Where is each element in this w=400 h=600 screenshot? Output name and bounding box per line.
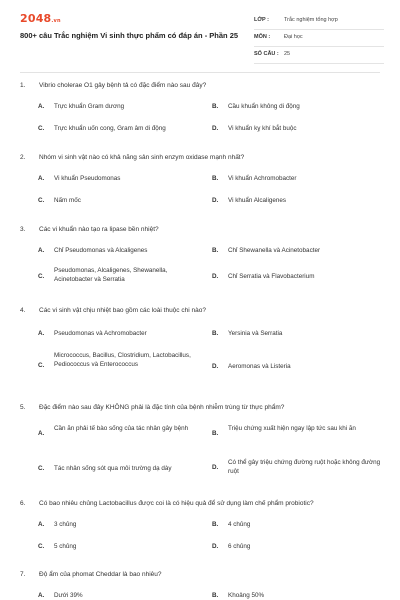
option-letter: A. [38,430,45,437]
question-2 [20,152,385,212]
page-title: 800+ câu Trắc nghiệm Vi sinh thực phẩm có đáp án - Phần 25 [20,31,239,40]
option-text: Dưới 39% [54,592,83,599]
question-header [20,402,385,414]
option-text: 6 chủng [228,543,251,550]
option-text: Aeromonas và Listeria [228,363,291,370]
question-number: 7. [20,571,26,578]
option-a[interactable] [38,329,208,339]
option-d[interactable] [212,362,382,372]
option-b[interactable] [212,174,382,184]
option-d[interactable] [212,124,382,134]
question-header [20,498,385,510]
option-letter: B. [212,330,219,337]
option-letter: D. [212,125,219,132]
option-letter: A. [38,247,45,254]
option-c[interactable] [38,266,208,286]
question-6 [20,498,385,558]
option-letter: A. [38,330,45,337]
option-a[interactable] [38,591,208,600]
question-header [20,80,385,92]
option-d[interactable] [212,542,382,552]
option-text: Vi khuẩn Alcaligenes [228,197,286,204]
option-letter: D. [212,543,219,550]
question-text: Các vi khuẩn nào tạo ra lipase bền nhiệt? [39,226,159,233]
option-text: Micrococcus, Bacillus, Clostridium, Lactobacillus, Pediococcus và Enterococcus [54,352,191,368]
option-letter: D. [212,363,219,370]
option-text: 4 chủng [228,521,251,528]
option-text: Triệu chứng xuất hiện ngay lập tức sau khi ăn [228,425,356,432]
question-text: Đặc điểm nào sau đây KHÔNG phải là đặc tính của bệnh nhiễm trùng từ thực phẩm? [39,404,285,411]
meta-label: LỚP : [254,17,269,23]
page-header [0,0,400,68]
option-c[interactable] [38,196,208,206]
question-text: Nhóm vi sinh vật nào có khả năng sản sinh enzym oxidase mạnh nhất? [39,154,245,161]
option-c[interactable] [38,542,208,552]
option-text: Vi khuẩn Pseudomonas [54,175,121,182]
option-letter: A. [38,103,45,110]
question-text: Có bao nhiêu chủng Lactobacillus được coi là có hiệu quả để sử dụng làm chế phẩm probiotic? [39,500,314,507]
option-letter: A. [38,521,45,528]
quiz-meta [254,13,384,64]
option-b[interactable] [212,329,382,339]
option-text: 5 chủng [54,543,77,550]
option-text: 3 chủng [54,521,77,528]
option-text: Khoảng 50% [228,592,265,599]
option-b[interactable] [212,102,382,112]
option-c[interactable] [38,351,208,381]
site-logo[interactable] [20,12,61,25]
option-letter: C. [38,543,45,550]
option-b[interactable] [212,424,382,444]
option-letter: C. [38,197,45,204]
logo-brand: 2048 [20,12,52,25]
option-letter: B. [212,430,219,437]
question-header [20,152,385,164]
option-letter: D. [212,464,219,471]
meta-row-count [254,47,384,64]
question-number: 3. [20,226,26,233]
meta-value: 25 [284,51,291,57]
option-letter: D. [212,197,219,204]
meta-row-class [254,13,384,30]
meta-label: SỐ CÂU : [254,51,279,57]
option-letter: B. [212,247,219,254]
option-text: Cần ăn phải tế bào sống của tác nhân gây bệnh [54,425,189,432]
option-letter: D. [212,273,219,280]
option-d[interactable] [212,272,382,282]
option-a[interactable] [38,424,208,444]
option-d[interactable] [212,458,382,478]
option-text: Pseudomonas, Alcaligenes, Shewanella, Acinetobacter và Serratia [54,267,168,283]
option-text: Có thể gây triệu chứng đường ruột hoặc không đường ruột [228,459,381,475]
option-b[interactable] [212,246,382,256]
option-letter: A. [38,592,45,599]
option-text: Vi khuẩn kỵ khí bắt buộc [228,125,297,132]
option-text: Trực khuẩn uốn cong, Gram âm di động [54,125,166,132]
option-text: Yersinia và Serratia [228,330,283,337]
option-c[interactable] [38,124,208,134]
meta-value[interactable]: Trắc nghiệm tổng hợp [284,17,338,23]
option-c[interactable] [38,464,208,474]
option-text: Cầu khuẩn không di động [228,103,300,110]
question-header [20,224,385,236]
option-a[interactable] [38,174,208,184]
question-4 [20,305,385,389]
question-7 [20,569,385,600]
option-b[interactable] [212,520,382,530]
option-text: Tác nhân sống sót qua môi trường dạ dày [54,465,172,472]
question-text: Các vi sinh vật chịu nhiệt bao gồm các loài thuộc chi nào? [39,307,206,314]
header-divider [20,72,380,73]
option-text: Chỉ Serratia và Flavobacterium [228,273,315,280]
meta-label: MÔN : [254,34,271,40]
option-letter: C. [38,125,45,132]
option-letter: A. [38,175,45,182]
option-a[interactable] [38,520,208,530]
logo-suffix: .vn [51,18,61,24]
question-header [20,305,385,317]
option-letter: C. [38,273,45,280]
option-letter: B. [212,103,219,110]
option-letter: B. [212,592,219,599]
option-letter: B. [212,521,219,528]
option-b[interactable] [212,591,382,600]
question-3 [20,224,385,296]
option-text: Chỉ Pseudomonas và Alcaligenes [54,247,148,254]
option-text: Trực khuẩn Gram dương [54,103,125,110]
question-number: 6. [20,500,26,507]
option-text: Chỉ Shewanella và Acinetobacter [228,247,321,254]
question-number: 2. [20,154,26,161]
option-letter: C. [38,362,45,369]
question-number: 5. [20,404,26,411]
question-text: Vibrio cholerae O1 gây bệnh tả có đặc điểm nào sau đây? [39,82,207,89]
option-d[interactable] [212,196,382,206]
option-text: Pseudomonas và Achromobacter [54,330,147,337]
question-text: Độ ẩm của phomat Cheddar là bao nhiêu? [39,571,162,578]
option-letter: C. [38,465,45,472]
option-a[interactable] [38,246,208,256]
question-number: 4. [20,307,26,314]
option-letter: B. [212,175,219,182]
option-text: Vi khuẩn Achromobacter [228,175,297,182]
meta-value[interactable]: Đại học [284,34,303,40]
meta-row-subject [254,30,384,47]
option-text: Nấm mốc [54,197,81,204]
question-header [20,569,385,581]
question-number: 1. [20,82,26,89]
option-a[interactable] [38,102,208,112]
question-1 [20,80,385,140]
question-5 [20,402,385,490]
